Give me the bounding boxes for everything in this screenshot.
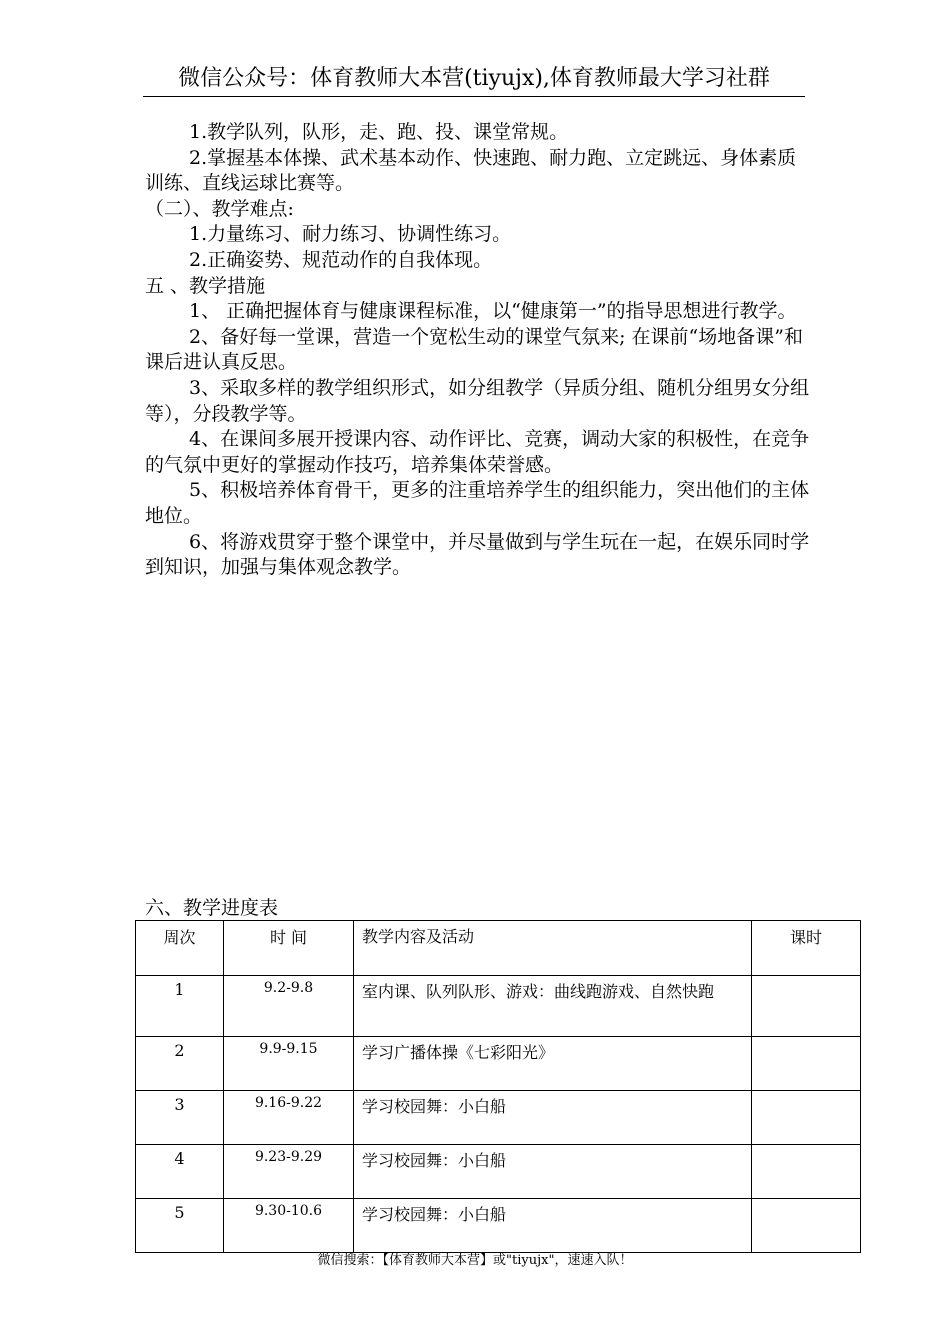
- cell-date: 9.2-9.8: [224, 976, 354, 1037]
- measure-3: 3、采取多样的教学组织形式，如分组教学（异质分组、随机分组男女分组等），分段教学等。: [145, 376, 810, 425]
- cell-week: 1: [136, 976, 224, 1037]
- table-row: [136, 1037, 861, 1091]
- measure-1: 1、 正确把握体育与健康课程标准，以“健康第一”的指导思想进行教学。: [189, 300, 797, 323]
- cell-date: 9.16-9.22: [224, 1091, 354, 1145]
- measures-heading: 五 、教学措施: [145, 274, 266, 297]
- key-point-1: 1.教学队列，队形，走、跑、投、课堂常规。: [189, 121, 569, 143]
- cell-week: 4: [136, 1145, 224, 1199]
- page-header: 微信公众号：体育教师大本营(tiyujx),体育教师最大学习社群: [143, 62, 805, 97]
- cell-content: 室内课、队列队形、游戏：曲线跑游戏、自然快跑: [354, 976, 752, 1037]
- measure-4: 4、在课间多展开授课内容、动作评比、竞赛，调动大家的积极性，在竞争的气氛中更好的掌握动作技巧，培养集体荣誉感。: [145, 428, 810, 476]
- table-header-row: [136, 921, 861, 976]
- measure-6: 6、将游戏贯穿于整个课堂中，并尽量做到与学生玩在一起，在娱乐同时学到知识，加强与集体观念教学。: [145, 530, 810, 579]
- cell-week: 5: [136, 1199, 224, 1253]
- cell-week: 3: [136, 1091, 224, 1145]
- header-hours: 课时: [752, 921, 861, 976]
- key-point-2: 2.掌握基本体操、武术基本动作、快速跑、耐力跑、立定跳远、身体素质训练、直线运球比赛等。: [145, 146, 797, 195]
- header-content: 教学内容及活动: [354, 921, 752, 976]
- schedule-table: [135, 920, 861, 1253]
- cell-content: 学习广播体操《七彩阳光》: [354, 1037, 752, 1091]
- cell-week: 2: [136, 1037, 224, 1091]
- measure-2: 2、备好每一堂课，营造一个宽松生动的课堂气氛来; 在课前“场地备课”和课后进认真反思。: [145, 325, 803, 374]
- cell-content: 学习校园舞：小白船: [354, 1145, 752, 1199]
- table-row: [136, 976, 861, 1037]
- cell-hours: [752, 1037, 861, 1091]
- cell-date: 9.9-9.15: [224, 1037, 354, 1091]
- header-week: 周次: [136, 921, 224, 976]
- cell-hours: [752, 976, 861, 1037]
- page-footer: 微信搜索：【体育教师大本营】或"tiyujx"，速速入队！: [317, 1253, 633, 1268]
- measure-5: 5、积极培养体育骨干，更多的注重培养学生的组织能力，突出他们的主体地位。: [145, 479, 810, 527]
- header-date: 时 间: [224, 921, 354, 976]
- table-row: [136, 1145, 861, 1199]
- table-row: [136, 1199, 861, 1253]
- cell-hours: [752, 1145, 861, 1199]
- table-row: [136, 1091, 861, 1145]
- difficulty-heading: （二）、教学难点:: [145, 197, 294, 220]
- cell-date: 9.23-9.29: [224, 1145, 354, 1199]
- difficulty-1: 1.力量练习、耐力练习、协调性练习。: [189, 223, 512, 246]
- document-body: [145, 120, 810, 581]
- cell-content: 学习校园舞：小白船: [354, 1091, 752, 1145]
- cell-hours: [752, 1091, 861, 1145]
- difficulty-2: 2.正确姿势、规范动作的自我体现。: [189, 248, 493, 271]
- cell-hours: [752, 1199, 861, 1253]
- cell-date: 9.30-10.6: [224, 1199, 354, 1253]
- schedule-title: 六、教学进度表: [145, 897, 279, 919]
- cell-content: 学习校园舞：小白船: [354, 1199, 752, 1253]
